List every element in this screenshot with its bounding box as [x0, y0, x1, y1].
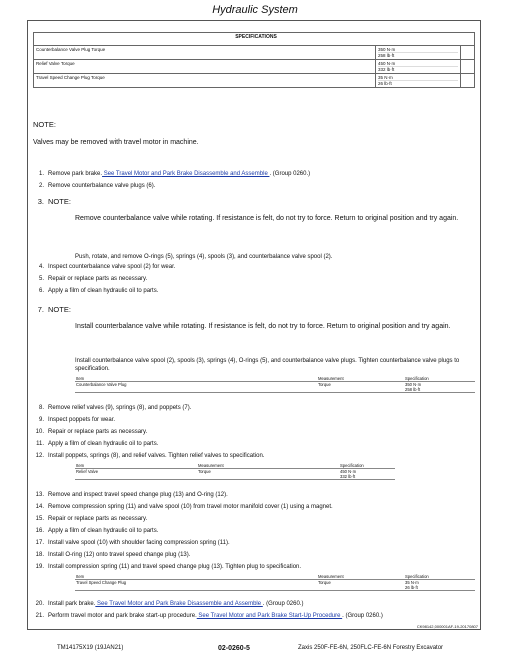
column-header-specification: Specification — [339, 463, 395, 469]
spec-measurement: Torque — [197, 469, 339, 480]
step-item: 18. Install O-ring (12) onto travel speed change plug (13). — [35, 552, 191, 558]
footer-page-number: 02-0260-5 — [218, 645, 250, 652]
travel-motor-disassemble-link[interactable]: See Travel Motor and Park Brake Disassemble and Assemble — [95, 601, 263, 607]
note-heading: 3. NOTE: — [37, 197, 71, 206]
step-item: 19. Install compression spring (11) and travel speed change plug (13). Tighten plug to specification. — [35, 564, 302, 570]
reference-code: CK98142,000001AF-19-20170807 — [416, 624, 478, 629]
spec-values: 350 N·m 258 lb·ft — [404, 382, 475, 393]
spec-row — [34, 46, 475, 60]
step-item: 8. Remove relief valves (9), springs (8), and poppets (7). — [38, 405, 192, 411]
step-item: 16. Apply a film of clean hydraulic oil to parts. — [35, 528, 159, 534]
step-item: 2. Remove counterbalance valve plugs (6). — [38, 183, 156, 189]
torque-spec-table — [75, 463, 395, 480]
column-header-measurement: Measurement — [197, 463, 339, 469]
specifications-table — [33, 32, 475, 88]
step-item: 17. Install valve spool (10) with shoulder facing compression spring (11). — [35, 540, 230, 546]
column-header-specification: Specification — [404, 376, 475, 382]
note-text: Valves may be removed with travel motor in machine. — [33, 139, 199, 146]
step-item: 12. Install poppets, springs (8), and relief valves. Tighten relief valves to specification. — [35, 453, 265, 459]
column-header-measurement: Measurement — [317, 574, 404, 580]
step-item: 21. Perform travel motor and park brake start-up procedure. See Travel Motor and Park Brake Start-Up Procedure . (Group 0260.) — [35, 613, 383, 619]
travel-motor-disassemble-link[interactable]: See Travel Motor and Park Brake Disassemble and Assemble — [102, 171, 270, 177]
spec-values: 35 N·m 26 lb·ft — [404, 580, 475, 591]
spec-table-header-row — [34, 33, 475, 46]
step-item: 1. Remove park brake. See Travel Motor and Park Brake Disassemble and Assemble . (Group 0260.) — [38, 171, 311, 177]
step-item: 11. Apply a film of clean hydraulic oil to parts. — [36, 441, 159, 447]
spec-measurement: Torque — [317, 382, 404, 393]
step-item: 6. Apply a film of clean hydraulic oil to parts. — [38, 288, 159, 294]
spec-measurement: Torque — [317, 580, 404, 591]
spec-row — [34, 60, 475, 74]
note-text: Install counterbalance valve while rotating. If resistance is felt, do not try to force. Return to original position and try again. — [75, 323, 451, 330]
spec-table-title: SPECIFICATIONS — [38, 33, 475, 46]
footer-machine-model: Zaxis 250F-FE-6N, 250FLC-FE-6N Forestry Excavator — [298, 645, 444, 651]
torque-spec-table — [75, 376, 475, 393]
column-header-item: Item — [75, 463, 197, 469]
note-heading: NOTE: — [33, 120, 56, 129]
spec-values: 350 N·m 258 lb·ft — [376, 46, 461, 60]
spec-item: Relief Valve Torque — [34, 60, 376, 74]
column-header-item: Item — [75, 376, 317, 382]
startup-procedure-link[interactable]: See Travel Motor and Park Brake Start-Up Procedure — [196, 613, 343, 619]
footer-doc-id: TM14175X19 (19JAN21) — [57, 645, 124, 651]
step-item: 10. Repair or replace parts as necessary. — [35, 429, 148, 435]
spec-item: Relief Valve — [75, 469, 197, 480]
spec-values: 35 N·m 26 lb·ft — [376, 74, 461, 88]
note-text: Remove counterbalance valve while rotating. If resistance is felt, do not try to force. Return to original position and try again. — [75, 215, 459, 222]
instruction-paragraph: Push, rotate, and remove O-rings (5), springs (4), spools (3), and counterbalance valve spool (2). — [75, 254, 333, 260]
spec-item: Counterbalance Valve Plug Torque — [34, 46, 376, 60]
note-heading: 7. NOTE: — [37, 305, 71, 314]
torque-spec-table — [75, 574, 475, 591]
step-item: 14. Remove compression spring (11) and valve spool (10) from travel motor manifold cover (1) using a magnet. — [35, 504, 333, 510]
step-item: 4. Inspect counterbalance valve spool (2) for wear. — [38, 264, 176, 270]
spec-item: Travel Speed Change Plug Torque — [34, 74, 376, 88]
spec-item: Counterbalance Valve Plug — [75, 382, 317, 393]
step-item: 15. Repair or replace parts as necessary. — [35, 516, 148, 522]
spec-item: Travel Speed Change Plug — [75, 580, 317, 591]
spec-values: 450 N·m 332 lb·ft — [376, 60, 461, 74]
spec-values: 450 N·m 332 lb·ft — [339, 469, 395, 480]
step-item: 20. Install park brake. See Travel Motor and Park Brake Disassemble and Assemble . (Group 0260.) — [35, 601, 304, 607]
column-header-specification: Specification — [404, 574, 475, 580]
column-header-measurement: Measurement — [317, 376, 404, 382]
spec-row — [34, 74, 475, 88]
step-item: 5. Repair or replace parts as necessary. — [38, 276, 148, 282]
page-header-title: Hydraulic System — [212, 4, 298, 16]
instruction-paragraph: Install counterbalance valve spool (2), spools (3), springs (4), O-rings (5), and counterbalance valve plugs. Tighten counterbalance valve plugs to specification. — [75, 358, 460, 372]
step-item: 13. Remove and inspect travel speed change plug (13) and O-ring (12). — [35, 492, 228, 498]
column-header-item: Item — [75, 574, 317, 580]
step-item: 9. Inspect poppets for wear. — [38, 417, 116, 423]
